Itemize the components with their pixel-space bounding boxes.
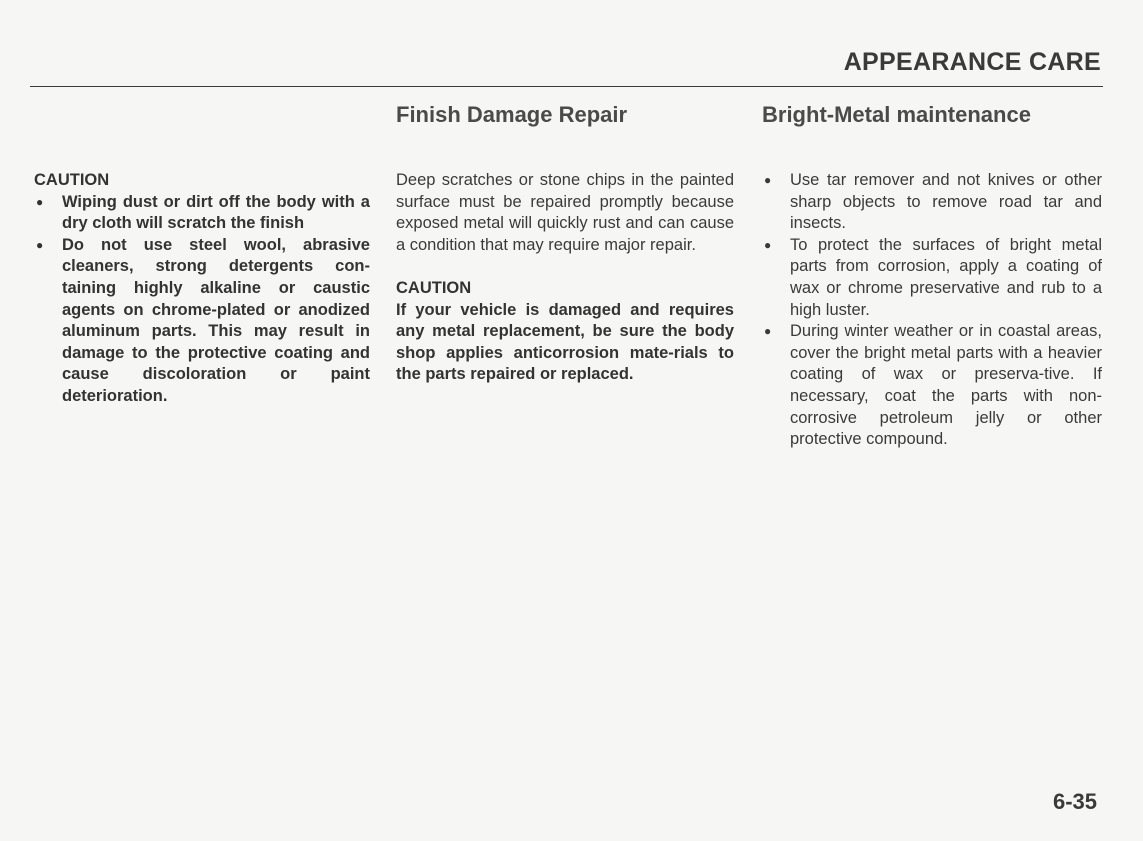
bullet-text: Do not use steel wool, abrasive cleaners, strong detergents con-taining highly alkaline or caustic agents on chrome-plated or anodized aluminum parts. This may result in damage to the protective coating and cause discoloration or paint deterioration. bbox=[62, 235, 370, 405]
finish-damage-paragraph: Deep scratches or stone chips in the painted surface must be repaired promptly because exposed metal will quickly rust and can cause a condition that may require major repair. bbox=[396, 171, 734, 254]
bright-metal-bullet-list bbox=[762, 170, 1102, 451]
caution-label: CAUTION bbox=[396, 278, 472, 297]
caution-bullet-list bbox=[34, 192, 370, 408]
bullet-text: Wiping dust or dirt off the body with a dry cloth will scratch the finish bbox=[62, 192, 370, 233]
list-item bbox=[34, 235, 370, 408]
bullet-icon: ● bbox=[764, 173, 772, 187]
bullet-icon: ● bbox=[764, 237, 772, 252]
heading-finish-damage-repair: Finish Damage Repair bbox=[396, 102, 628, 127]
section-title: APPEARANCE CARE bbox=[843, 48, 1101, 76]
caution-label: CAUTION bbox=[34, 171, 110, 189]
bullet-text: To protect the surfaces of bright metal parts from corrosion, apply a coating of wax or chrome preservative and rub to a high luster. bbox=[790, 235, 1102, 319]
list-item bbox=[762, 321, 1102, 451]
bullet-text: Use tar remover and not knives or other sharp objects to remove road tar and insects. bbox=[790, 171, 1102, 233]
column-left bbox=[34, 170, 370, 408]
list-item bbox=[762, 170, 1102, 235]
bullet-icon: ● bbox=[36, 194, 44, 209]
bullet-text: During winter weather or in coastal areas, cover the bright metal parts with a heavier coating of wax or preserva-tive. If necessary, coat the parts with non-corrosive petroleum jelly or other protective compound. bbox=[790, 322, 1102, 449]
page-number: 6-35 bbox=[1052, 789, 1097, 814]
caution-text: If your vehicle is damaged and requires any metal replacement, be sure the body shop applies anticorrosion mate-rials to the parts repaired or replaced. bbox=[396, 300, 734, 384]
list-item bbox=[34, 192, 370, 235]
column-middle bbox=[396, 170, 734, 386]
heading-bright-metal-maintenance: Bright-Metal maintenance bbox=[762, 102, 1031, 127]
list-item bbox=[762, 235, 1102, 321]
bullet-icon: ● bbox=[764, 324, 772, 339]
header-rule bbox=[30, 86, 1103, 87]
bullet-icon: ● bbox=[36, 237, 44, 252]
column-right bbox=[762, 170, 1102, 451]
